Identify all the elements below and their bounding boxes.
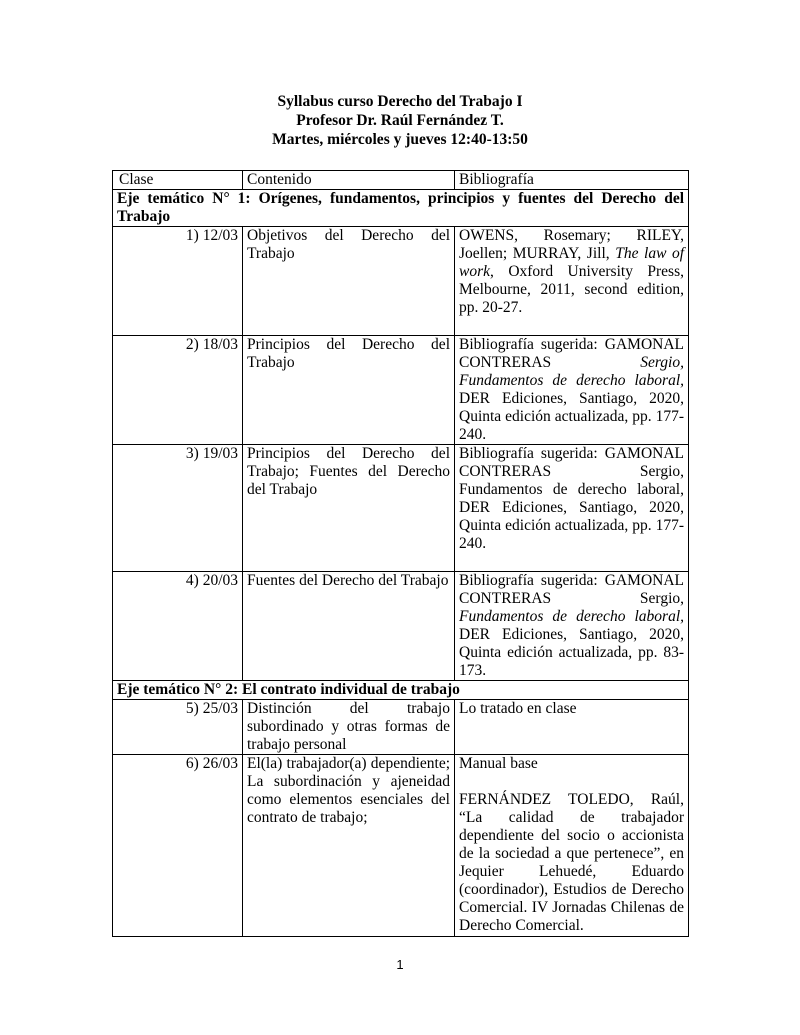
column-header-contenido: Contenido — [243, 171, 455, 190]
table-row — [113, 755, 689, 937]
contenido-cell: Objetivos del Derecho del Trabajo — [243, 227, 455, 336]
bibliografia-cell — [455, 336, 689, 445]
page-number: 1 — [396, 957, 404, 972]
column-header-clase: Clase — [113, 171, 243, 190]
bibliografia-cell — [455, 227, 689, 336]
table-header-row — [113, 171, 689, 190]
bibliografia-cell — [455, 755, 689, 937]
clase-cell: 3) 19/03 — [113, 445, 243, 572]
clase-cell: 1) 12/03 — [113, 227, 243, 336]
contenido-cell: Fuentes del Derecho del Trabajo — [243, 572, 455, 681]
professor-name: Profesor Dr. Raúl Fernández T. — [296, 112, 504, 129]
table-row — [113, 227, 689, 336]
biblio-text: Bibliografía sugerida: GAMONAL CONTRERAS Sergio, — [459, 572, 684, 607]
axis-row-1 — [113, 190, 689, 227]
spacer — [459, 773, 684, 791]
biblio-text: FERNÁNDEZ TOLEDO, Raúl, “La calidad de trabajador dependiente del socio o accionista de la sociedad a que pertenece”, en Jequier Lehuedé, Eduardo (coordinador), Estudios de Derecho Comercial. IV Jornadas Chilenas de Derecho Comercial. — [459, 791, 684, 934]
biblio-text: DER Ediciones, Santiago, 2020, Quinta edición actualizada, pp. 177-240. — [459, 390, 684, 443]
table-row — [113, 336, 689, 445]
column-header-bibliografia: Bibliografía — [455, 171, 689, 190]
biblio-text: , Oxford University Press, Melbourne, 2011, second edition, pp. 20-27. — [459, 263, 684, 316]
clase-cell: 4) 20/03 — [113, 572, 243, 681]
axis-row-2 — [113, 681, 689, 700]
syllabus-table — [112, 170, 689, 937]
biblio-text: OWENS, Rosemary; RILEY, Joellen; MURRAY, Jill, — [459, 227, 684, 262]
bibliografia-cell — [455, 572, 689, 681]
table-row — [113, 572, 689, 681]
document-header — [0, 92, 800, 149]
biblio-label: Manual base — [459, 755, 538, 772]
table-row — [113, 445, 689, 572]
bibliografia-cell: Bibliografía sugerida: GAMONAL CONTRERAS Sergio, Fundamentos de derecho laboral, DER Ediciones, Santiago, 2020, Quinta edición actualizada, pp. 177-240. — [455, 445, 689, 572]
biblio-italic-text: The law of work — [459, 245, 685, 280]
biblio-text: DER Ediciones, Santiago, 2020, Quinta edición actualizada, pp. 83-173. — [459, 626, 684, 679]
syllabus-title: Syllabus curso Derecho del Trabajo I — [277, 93, 523, 110]
biblio-text: Bibliografía sugerida: GAMONAL CONTRERAS — [459, 336, 684, 371]
contenido-cell: Distinción del trabajo subordinado y otras formas de trabajo personal — [243, 700, 455, 755]
class-schedule: Martes, miércoles y jueves 12:40-13:50 — [272, 131, 528, 148]
contenido-cell: Principios del Derecho del Trabajo — [243, 336, 455, 445]
axis-title-1: Eje temático N° 1: Orígenes, fundamentos, principios y fuentes del Derecho del Trabajo — [113, 190, 689, 227]
table-row — [113, 700, 689, 755]
clase-cell: 2) 18/03 — [113, 336, 243, 445]
axis-title-2: Eje temático N° 2: El contrato individual de trabajo — [113, 681, 689, 700]
bibliografia-cell: Lo tratado en clase — [455, 700, 689, 755]
biblio-italic-text: Sergio, Fundamentos de derecho laboral, — [459, 354, 684, 389]
contenido-cell: Principios del Derecho del Trabajo; Fuentes del Derecho del Trabajo — [243, 445, 455, 572]
clase-cell: 6) 26/03 — [113, 755, 243, 937]
biblio-italic-text: Fundamentos de derecho laboral, — [459, 608, 684, 625]
contenido-cell: El(la) trabajador(a) dependiente; La subordinación y ajeneidad como elementos esenciales del contrato de trabajo; — [243, 755, 455, 937]
clase-cell: 5) 25/03 — [113, 700, 243, 755]
